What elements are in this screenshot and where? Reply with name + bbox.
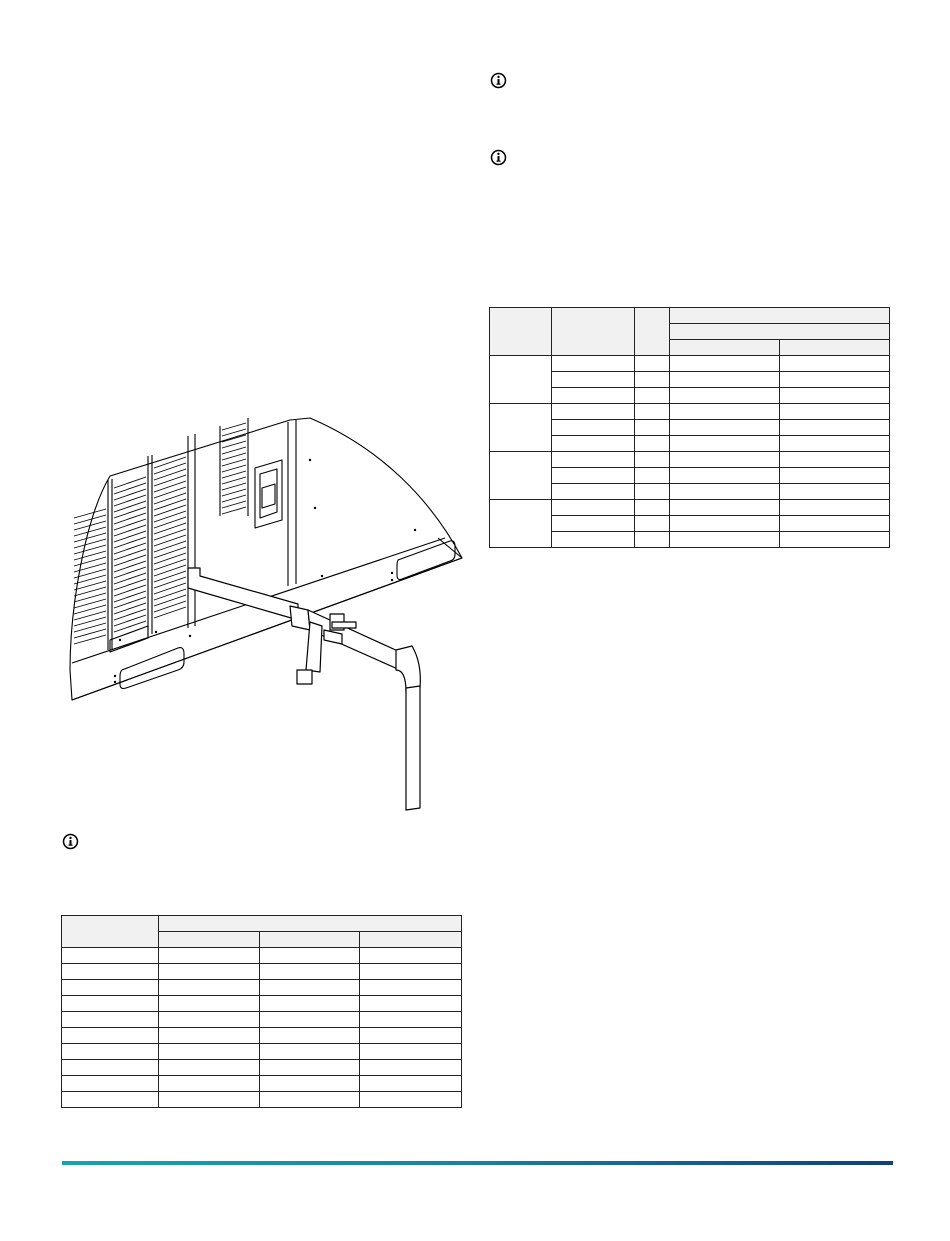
table-header-cell (159, 916, 462, 932)
table-group-cell (490, 356, 552, 404)
table-header-cell (670, 308, 890, 324)
table-row (62, 1076, 462, 1092)
table-header-cell (780, 340, 890, 356)
table-group-cell (490, 500, 552, 548)
table-row (62, 996, 462, 1012)
table-header-cell (552, 308, 635, 356)
table-row (62, 1060, 462, 1076)
table-header-cell (360, 932, 462, 948)
table-row (62, 1044, 462, 1060)
footer-divider (62, 1161, 893, 1165)
table-header-cell (260, 932, 360, 948)
table-header-cell (159, 932, 260, 948)
right-data-table (489, 307, 890, 548)
table-header-cell (670, 324, 890, 340)
table-row (62, 964, 462, 980)
table-row (62, 948, 462, 964)
left-data-table (61, 915, 462, 1108)
info-circle-icon (490, 72, 507, 89)
info-circle-icon (62, 833, 79, 850)
info-circle-icon (490, 149, 507, 166)
table-group-cell (490, 452, 552, 500)
table-header-cell (62, 916, 159, 948)
table-row (62, 1092, 462, 1108)
table-header-cell (635, 308, 670, 356)
table-row (62, 1028, 462, 1044)
table-row (62, 980, 462, 996)
table-header-cell (670, 340, 780, 356)
table-header-cell (490, 308, 552, 356)
table-group-cell (490, 404, 552, 452)
outdoor-unit-gas-piping-illustration (60, 408, 470, 818)
louver-slat (222, 423, 246, 430)
table-row (62, 1012, 462, 1028)
